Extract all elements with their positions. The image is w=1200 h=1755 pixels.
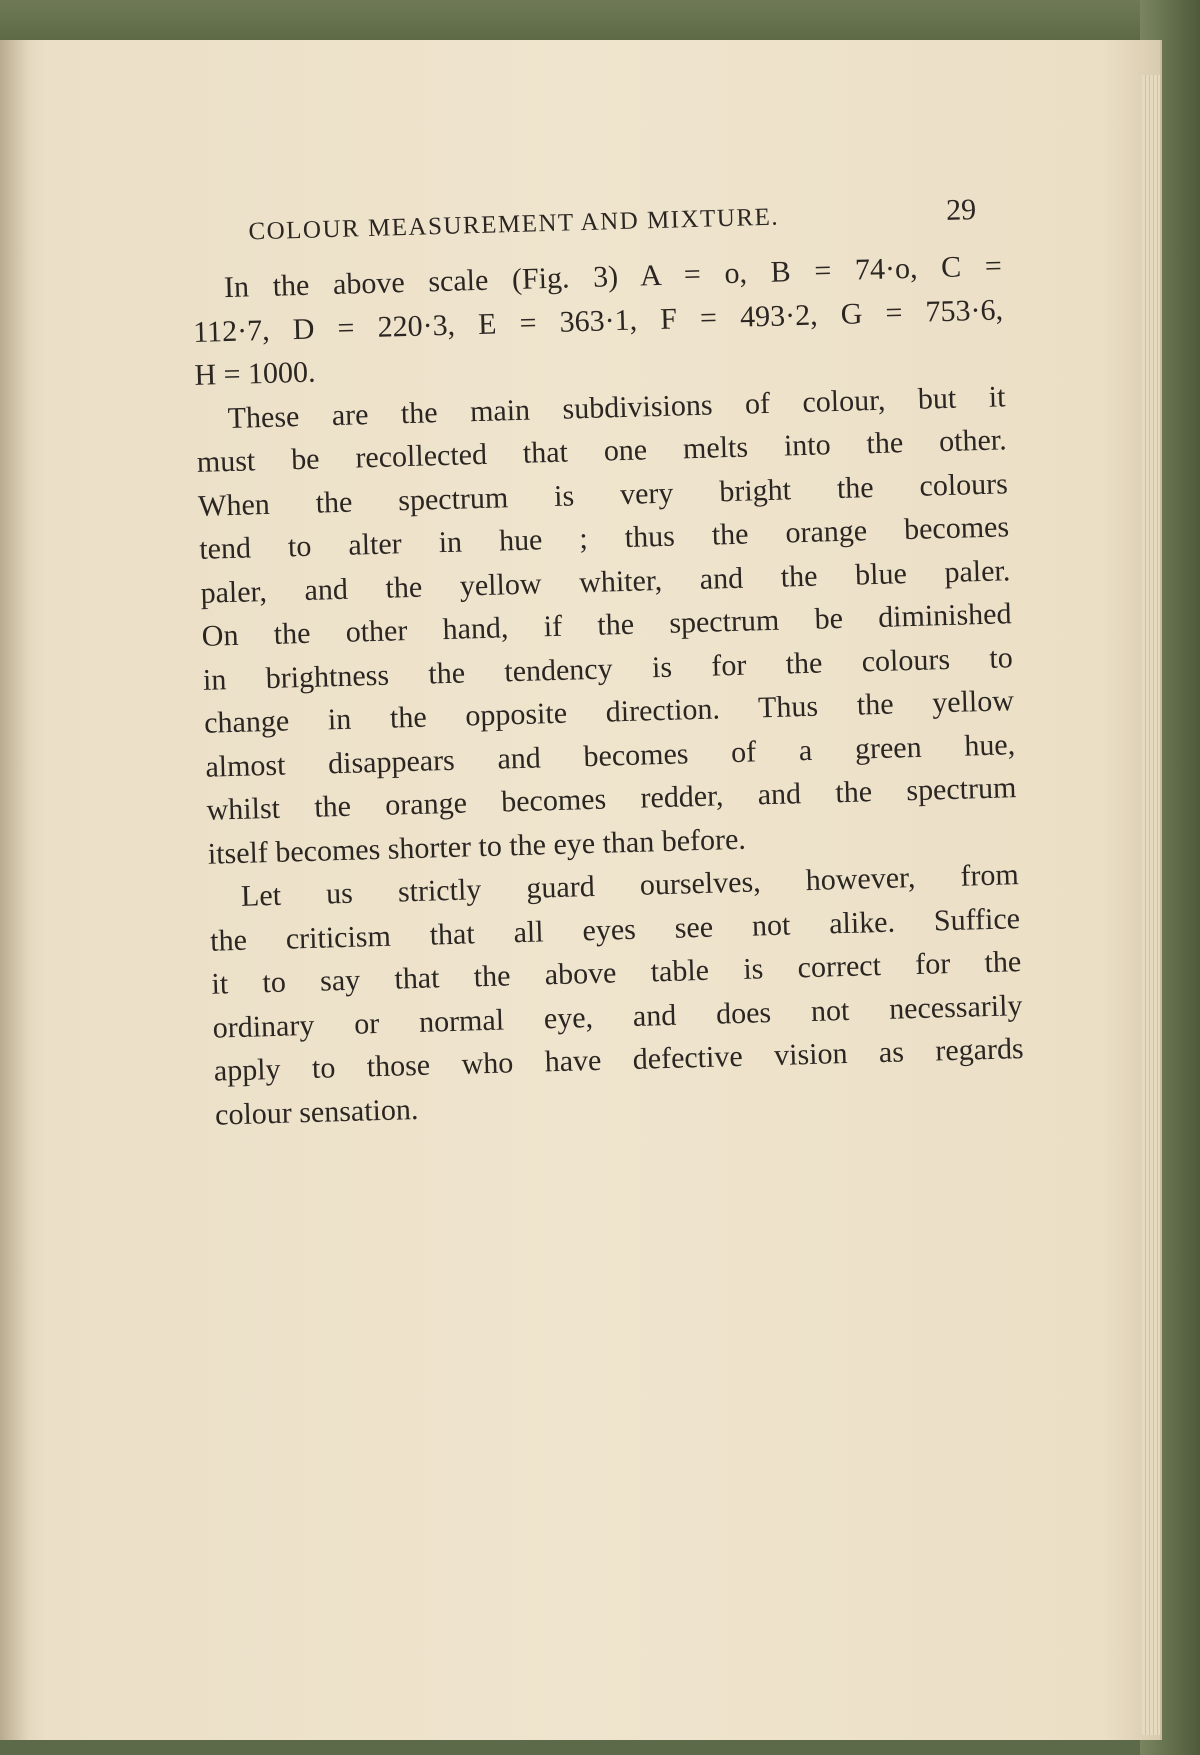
running-title: COLOUR MEASUREMENT AND MIXTURE. <box>248 203 780 246</box>
text-line: ordinary or normal eye, and does not necessarily <box>212 988 1023 1045</box>
text-line: paler, and the yellow whiter, and the blue paler. <box>200 553 1011 610</box>
text-line: whilst the orange becomes redder, and the spectrum <box>206 771 1017 827</box>
page-edges <box>1142 75 1160 1735</box>
text-line: Let us strictly guard ourselves, however, from <box>240 858 1020 913</box>
text-line: colour sensation. <box>214 1092 419 1132</box>
text-line: it to say that the above table is correct for the <box>211 945 1022 1001</box>
page-gutter <box>0 40 28 1740</box>
text-line: H = 1000. <box>194 355 316 392</box>
text-line: the criticism that all eyes see not alike. Suffice <box>209 901 1021 958</box>
text-line: must be recollected that one melts into the other. <box>196 423 1008 479</box>
paragraph-3 <box>208 853 1035 1137</box>
text-line: These are the main subdivisions of colour, but it <box>227 379 1006 435</box>
page-number: 29 <box>945 193 977 227</box>
text-line: itself becomes shorter to the eye than before. <box>207 822 747 871</box>
text-line: almost disappears and becomes of a green hue, <box>204 727 1016 784</box>
text-line: 112·7, D = 220·3, E = 363·1, F = 493·2, G = 753·6, <box>192 292 1004 349</box>
text-line: On the other hand, if the spectrum be diminished <box>201 597 1012 653</box>
text-line: In the above scale (Fig. 3) A = o, B = 74·o, C = <box>223 249 1003 305</box>
text-line: in brightness the tendency is for the colours to <box>202 640 1014 697</box>
page-text <box>190 192 1035 1137</box>
paragraph-2 <box>195 375 1028 876</box>
paragraph-1 <box>191 244 1014 397</box>
text-line: When the spectrum is very bright the colours <box>197 466 1009 523</box>
text-line: apply to those who have defective vision as regards <box>213 1032 1025 1088</box>
text-line: change in the opposite direction. Thus the yellow <box>203 684 1015 740</box>
text-line: tend to alter in hue ; thus the orange becomes <box>198 510 1010 566</box>
